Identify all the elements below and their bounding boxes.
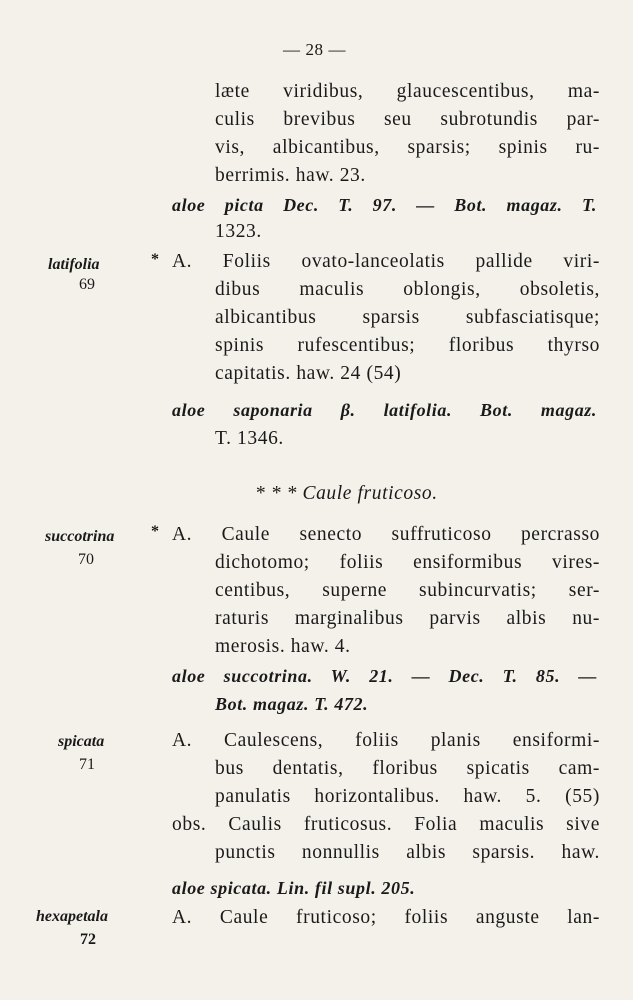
- text-line: raturis marginalibus parvis albis nu-: [215, 608, 600, 629]
- text-line: A. Foliis ovato-lanceolatis pallide viri-: [172, 251, 600, 272]
- reference-line: 1323.: [215, 221, 262, 242]
- species-number: 71: [79, 756, 95, 773]
- page-number: — 28 —: [283, 40, 347, 59]
- section-heading: * * * Caule fruticoso.: [255, 483, 438, 504]
- text-line: A. Caule senecto suffruticoso percrasso: [172, 524, 600, 545]
- text-line: læte viridibus, glaucescentibus, ma-: [215, 81, 600, 102]
- text-line: vis, albicantibus, sparsis; spinis ru-: [215, 137, 600, 158]
- text-line: merosis. haw. 4.: [215, 636, 351, 657]
- reference-line: aloe saponaria β. latifolia. Bot. magaz.: [172, 400, 597, 420]
- text-line: panulatis horizontalibus. haw. 5. (55): [215, 786, 600, 807]
- text-line: bus dentatis, floribus spicatis cam-: [215, 758, 600, 779]
- text-line: culis brevibus seu subrotundis par-: [215, 109, 600, 130]
- observation-line: punctis nonnullis albis sparsis. haw.: [215, 842, 600, 863]
- species-number: 70: [78, 551, 94, 568]
- species-name: spicata: [58, 733, 105, 750]
- observation-line: obs. Caulis fruticosus. Folia maculis sive: [172, 814, 600, 835]
- text-line: dichotomo; foliis ensiformibus vires-: [215, 552, 600, 573]
- species-name: hexapetala: [36, 908, 108, 925]
- text-line: A. Caule fruticoso; foliis anguste lan-: [172, 907, 600, 928]
- text-line: dibus maculis oblongis, obsoletis,: [215, 279, 600, 300]
- text-line: capitatis. haw. 24 (54): [215, 363, 402, 384]
- reference-line: aloe succotrina. W. 21. — Dec. T. 85. —: [172, 666, 597, 686]
- species-number: 72: [80, 931, 96, 948]
- species-name: latifolia: [48, 256, 100, 273]
- text-line: albicantibus sparsis subfasciatisque;: [215, 307, 600, 328]
- text-line: A. Caulescens, foliis planis ensiformi-: [172, 730, 600, 751]
- marker-star: *: [151, 523, 159, 540]
- reference-line: aloe picta Dec. T. 97. — Bot. magaz. T.: [172, 195, 597, 215]
- species-name: succotrina: [45, 528, 115, 545]
- marker-star: *: [151, 251, 159, 268]
- reference-line: T. 1346.: [215, 428, 284, 449]
- reference-line: aloe spicata. Lin. fil supl. 205.: [172, 878, 416, 898]
- reference-line: Bot. magaz. T. 472.: [215, 694, 369, 714]
- species-number: 69: [79, 276, 95, 293]
- text-line: spinis rufescentibus; floribus thyrso: [215, 335, 600, 356]
- text-line: berrimis. haw. 23.: [215, 165, 366, 186]
- text-line: centibus, superne subincurvatis; ser-: [215, 580, 600, 601]
